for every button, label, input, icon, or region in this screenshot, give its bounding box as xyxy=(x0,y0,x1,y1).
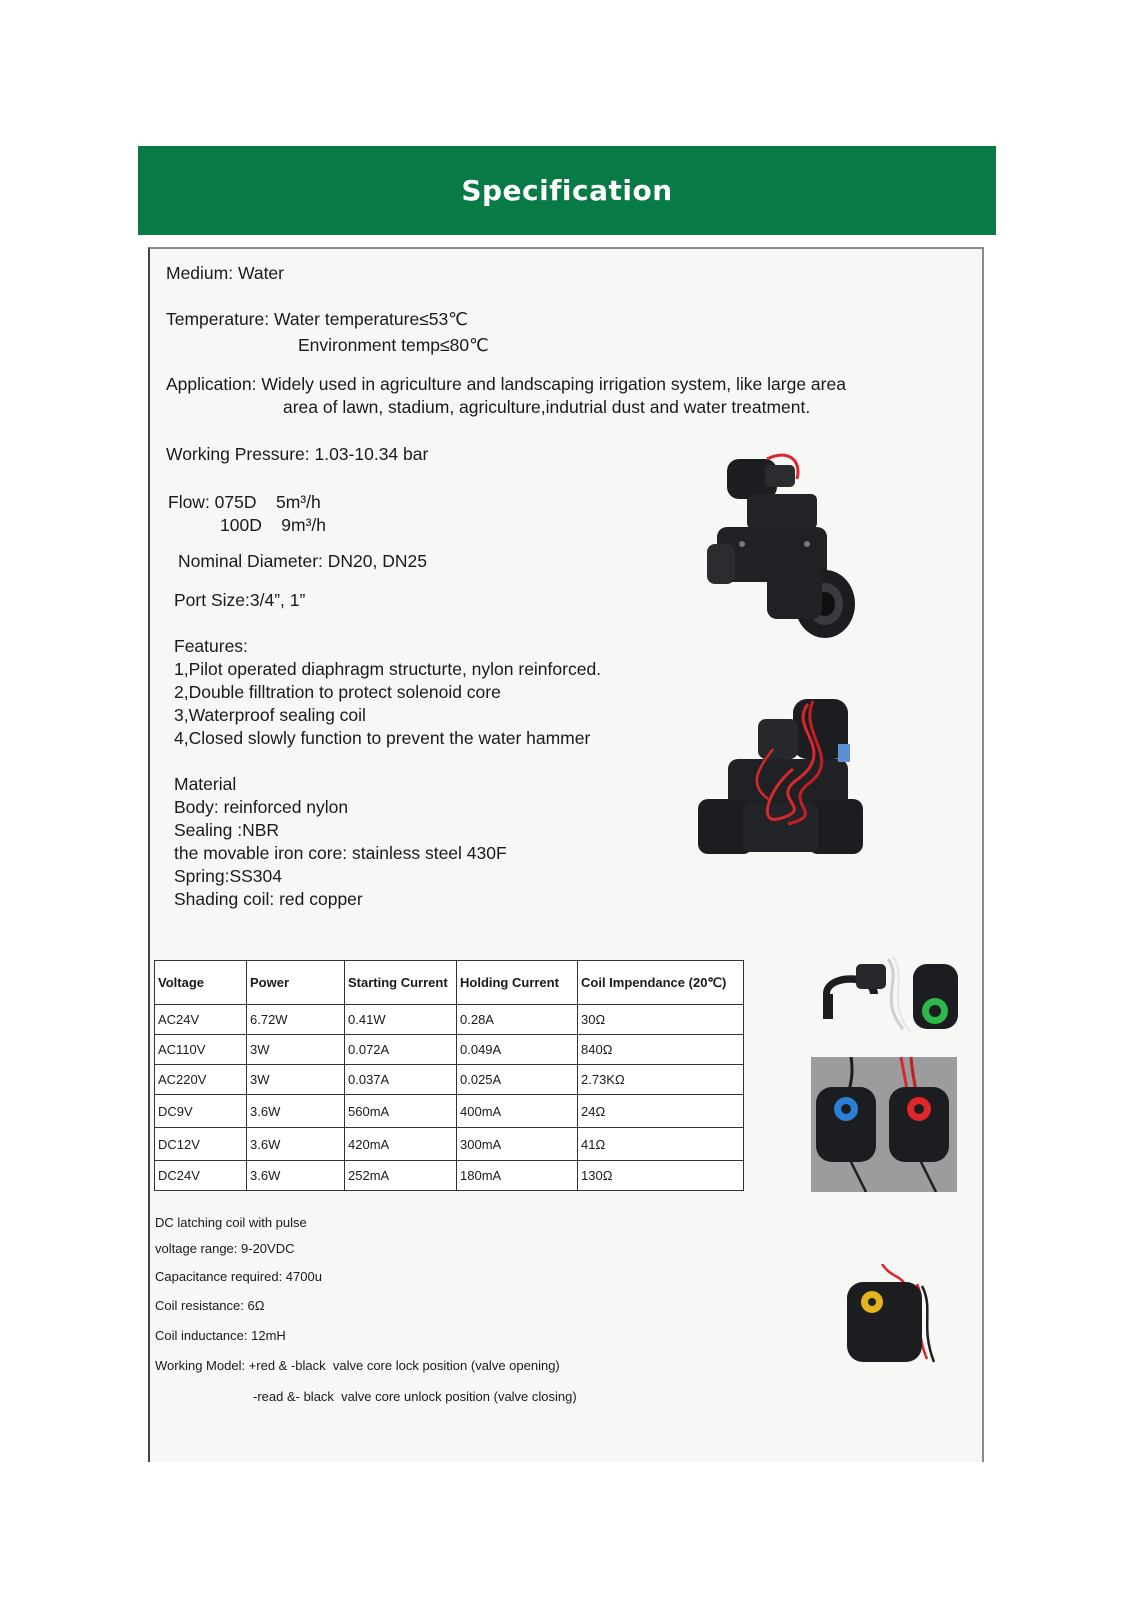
table-row xyxy=(155,1095,744,1128)
feature-item: 2,Double filltration to protect solenoid core xyxy=(174,682,501,702)
column-header: Voltage xyxy=(155,961,247,1005)
column-header: Coil Impendance (20℃) xyxy=(578,961,744,1005)
table-cell: AC24V xyxy=(155,1005,247,1035)
column-header: Holding Current xyxy=(457,961,578,1005)
table-row xyxy=(155,1128,744,1161)
feature-item: 4,Closed slowly function to prevent the water hammer xyxy=(174,728,591,748)
table-cell: 0.037A xyxy=(345,1065,457,1095)
table-row xyxy=(155,1005,744,1035)
table-cell: 3.6W xyxy=(247,1161,345,1191)
table-cell: DC9V xyxy=(155,1095,247,1128)
table-cell: 180mA xyxy=(457,1161,578,1191)
solenoid-valve-red-wire-image xyxy=(698,689,863,869)
table-cell: 0.025A xyxy=(457,1065,578,1095)
flow-spec: Flow: 075D 5m³/h xyxy=(168,492,321,512)
features-heading: Features: xyxy=(174,636,248,656)
table-cell: 30Ω xyxy=(578,1005,744,1035)
table-cell: 300mA xyxy=(457,1128,578,1161)
latching-capacitance: Capacitance required: 4700u xyxy=(155,1269,322,1284)
latching-coil-image xyxy=(842,1264,937,1369)
application-spec: Application: Widely used in agriculture and landscaping irrigation system, like large area xyxy=(166,374,846,394)
table-row xyxy=(155,1161,744,1191)
solenoid-valve-image xyxy=(707,449,857,649)
table-cell: 41Ω xyxy=(578,1128,744,1161)
material-heading: Material xyxy=(174,774,237,794)
application-spec-continued: area of lawn, stadium, agriculture,indutrial dust and water treatment. xyxy=(283,397,811,417)
flow-spec-100d: 100D 9m³/h xyxy=(220,515,327,535)
latching-voltage-range: voltage range: 9-20VDC xyxy=(155,1241,295,1256)
latching-coil-inductance: Coil inductance: 12mH xyxy=(155,1328,286,1343)
material-item: Sealing :NBR xyxy=(174,820,280,840)
temperature-spec: Temperature: Water temperature≤53℃ xyxy=(166,309,468,329)
latching-working-model-close: -read &- black valve core unlock position (valve closing) xyxy=(253,1389,577,1404)
medium-spec: Medium: Water xyxy=(166,263,284,283)
table-cell: DC12V xyxy=(155,1128,247,1161)
table-cell: 0.41W xyxy=(345,1005,457,1035)
specification-banner xyxy=(138,146,996,235)
table-cell: 400mA xyxy=(457,1095,578,1128)
latching-working-model: Working Model: +red & -black valve core lock position (valve opening) xyxy=(155,1358,560,1373)
table-cell: 3.6W xyxy=(247,1095,345,1128)
table-cell: AC220V xyxy=(155,1065,247,1095)
working-pressure-spec: Working Pressure: 1.03-10.34 bar xyxy=(166,444,429,464)
table-cell: DC24V xyxy=(155,1161,247,1191)
electrical-spec-table xyxy=(154,960,744,1191)
material-item: the movable iron core: stainless steel 430F xyxy=(174,843,507,863)
table-cell: 24Ω xyxy=(578,1095,744,1128)
table-cell: 3.6W xyxy=(247,1128,345,1161)
table-cell: 3W xyxy=(247,1065,345,1095)
table-cell: 840Ω xyxy=(578,1035,744,1065)
feature-item: 3,Waterproof sealing coil xyxy=(174,705,366,725)
table-cell: AC110V xyxy=(155,1035,247,1065)
colored-coils-image xyxy=(811,1057,957,1192)
feature-item: 1,Pilot operated diaphragm structurte, nylon reinforced. xyxy=(174,659,602,679)
environment-temp-spec: Environment temp≤80℃ xyxy=(298,335,489,355)
table-cell: 2.73KΩ xyxy=(578,1065,744,1095)
column-header: Power xyxy=(247,961,345,1005)
table-cell: 0.072A xyxy=(345,1035,457,1065)
port-size-spec: Port Size:3/4”, 1” xyxy=(174,590,306,610)
material-item: Spring:SS304 xyxy=(174,866,282,886)
material-item: Shading coil: red copper xyxy=(174,889,363,909)
table-cell: 0.049A xyxy=(457,1035,578,1065)
table-cell: 0.28A xyxy=(457,1005,578,1035)
latching-coil-note: DC latching coil with pulse xyxy=(155,1215,307,1230)
spec-panel xyxy=(148,247,984,1462)
table-cell: 6.72W xyxy=(247,1005,345,1035)
column-header: Starting Current xyxy=(345,961,457,1005)
nominal-diameter-spec: Nominal Diameter: DN20, DN25 xyxy=(178,551,427,571)
table-cell: 560mA xyxy=(345,1095,457,1128)
table-row xyxy=(155,1065,744,1095)
coil-parts-image xyxy=(818,949,968,1039)
table-cell: 420mA xyxy=(345,1128,457,1161)
table-header-row xyxy=(155,961,744,1005)
material-item: Body: reinforced nylon xyxy=(174,797,349,817)
table-cell: 252mA xyxy=(345,1161,457,1191)
table-cell: 3W xyxy=(247,1035,345,1065)
table-row xyxy=(155,1035,744,1065)
latching-coil-resistance: Coil resistance: 6Ω xyxy=(155,1298,265,1313)
table-cell: 130Ω xyxy=(578,1161,744,1191)
page-title: Specification xyxy=(461,174,673,207)
